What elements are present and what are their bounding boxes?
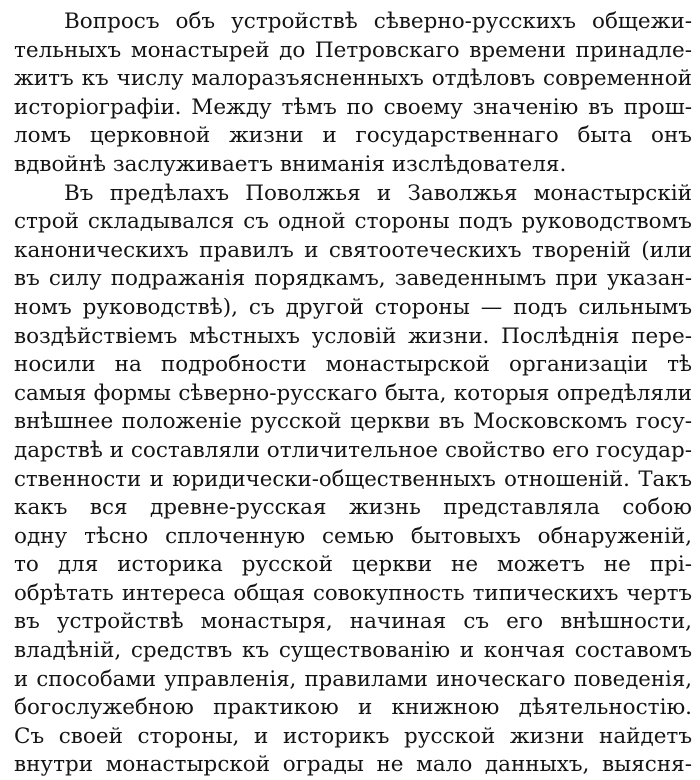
text-line: и способами управленія, правилами иноческаго поведенія,: [14, 666, 692, 692]
text-line: каноническихъ правилъ и святоотеческихъ твореній (или: [14, 237, 692, 263]
text-line: одну тѣсно сплоченную семью бытовыхъ обнаруженій,: [14, 523, 692, 549]
text-line: исторіографіи. Между тѣмъ по своему значенію въ прош-: [14, 94, 692, 120]
text-line: владѣній, средствъ къ существованію и кончая составомъ: [14, 638, 692, 664]
text-line: ломъ церковной жизни и государственнаго быта онъ: [14, 123, 692, 149]
text-line: въ силу подражанія порядкамъ, заведеннымъ при указан-: [14, 266, 692, 292]
text-line: Съ своей стороны, и историкъ русской жизни найдетъ: [14, 723, 692, 749]
text-line: обрѣтать интереса общая совокупность типическихъ чертъ: [14, 580, 692, 606]
text-line: самыя формы сѣверно-русскаго быта, которыя опредѣляли: [14, 380, 692, 406]
text-line: Въ предѣлахъ Поволжья и Заволжья монастырскій: [64, 180, 692, 206]
paragraph-2: [14, 180, 692, 780]
text-line: богослужебною практикою и книжною дѣятельностію.: [14, 695, 692, 721]
text-line: внѣшнее положеніе русской церкви въ Московскомъ госу-: [14, 409, 692, 435]
text-line: вдвойнѣ заслуживаетъ вниманія изслѣдователя.: [14, 151, 567, 177]
text-line: житъ къ числу малоразъясненныхъ отдѣловъ современной: [14, 66, 692, 92]
text-line: строй складывался съ одной стороны подъ руководствомъ: [14, 209, 692, 235]
text-line: то для историка русской церкви не можетъ не прі-: [14, 552, 692, 578]
text-line: какъ вся древне-русская жизнь представляла собою: [14, 495, 692, 521]
document-page: [14, 8, 692, 780]
text-line: въ устройствѣ монастыря, начиная съ его внѣшности,: [14, 609, 692, 635]
text-line: внутри монастырской ограды не мало данныхъ, выясня-: [14, 752, 692, 778]
text-line: носили на подробности монастырской организаціи тѣ: [14, 352, 692, 378]
text-line: воздѣйствіемъ мѣстныхъ условій жизни. Послѣднія пере-: [14, 323, 692, 349]
text-line: Вопросъ объ устройствѣ сѣверно-русскихъ общежи-: [64, 9, 692, 34]
text-line: ственности и юридически-общественныхъ отношеній. Такъ: [14, 466, 692, 492]
text-line: дарствѣ и составляли отличительное свойство его государ-: [14, 437, 692, 463]
text-line: номъ руководствѣ), съ другой стороны — подъ сильнымъ: [14, 294, 692, 320]
text-line: тельныхъ монастырей до Петровскаго времени принадле-: [14, 37, 692, 63]
paragraph-1: [14, 8, 692, 180]
